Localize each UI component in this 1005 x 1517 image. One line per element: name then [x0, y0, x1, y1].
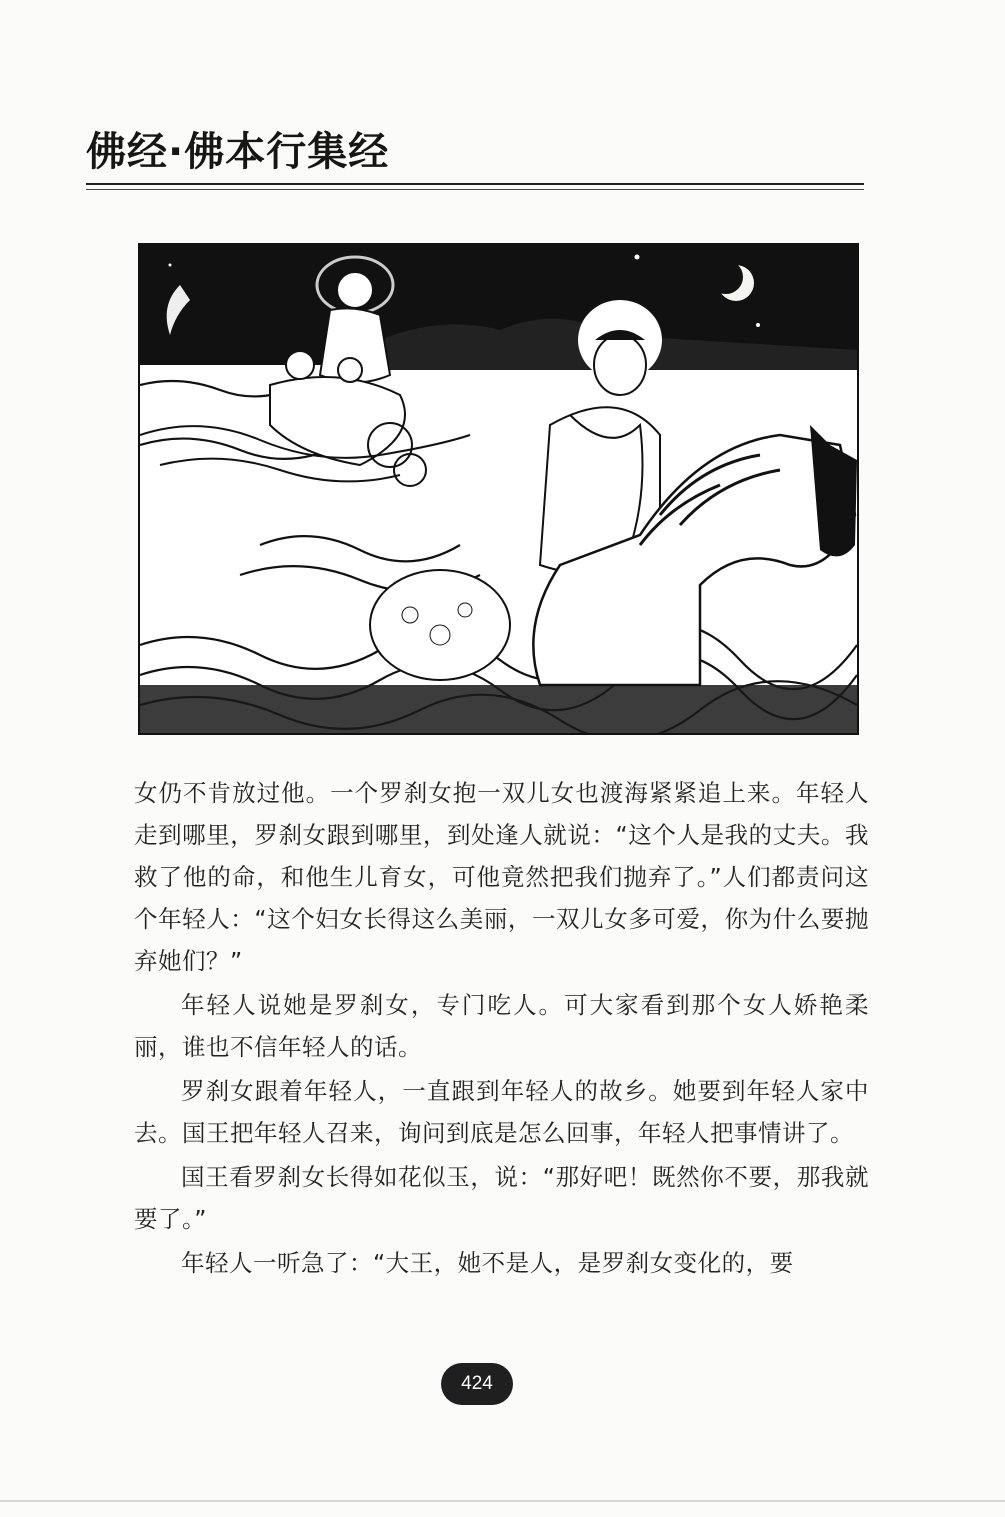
- paragraph-4: 国王看罗刹女长得如花似玉，说：“那好吧！既然你不要，那我就要了。”: [134, 1163, 869, 1233]
- paragraph-2: 年轻人说她是罗刹女，专门吃人。可大家看到那个女人娇艳柔丽，谁也不信年轻人的话。: [134, 991, 869, 1061]
- paragraph-5: 年轻人一听急了：“大王，她不是人，是罗刹女变化的，要: [181, 1249, 794, 1277]
- page-number: 424: [441, 1363, 513, 1405]
- paragraph-3: 罗刹女跟着年轻人，一直跟到年轻人的故乡。她要到年轻人家中去。国王把年轻人召来，询问到底是怎么回事，年轻人把事情讲了。: [134, 1077, 869, 1147]
- page-title: 佛经·佛本行集经: [86, 129, 390, 175]
- header-rule-thin: [86, 189, 864, 190]
- dark-water: [140, 685, 857, 733]
- body-text: [134, 772, 869, 1284]
- illustration: [138, 243, 859, 735]
- header-rule-thick: [86, 183, 864, 185]
- bottom-edge: [0, 1500, 1005, 1502]
- saddle-cloth: [370, 570, 510, 680]
- paragraph-1: 女仍不肯放过他。一个罗刹女抱一双儿女也渡海紧紧追上来。年轻人走到哪里，罗刹女跟到哪里，到处逢人就说：“这个人是我的丈夫。我救了他的命，和他生儿育女，可他竟然把我们抛弃了。”人们都责问这个年轻人：“这个妇女长得这么美丽，一双儿女多可爱，你为什么要抛弃她们？”: [134, 779, 869, 975]
- illustration-drawing: [140, 245, 857, 733]
